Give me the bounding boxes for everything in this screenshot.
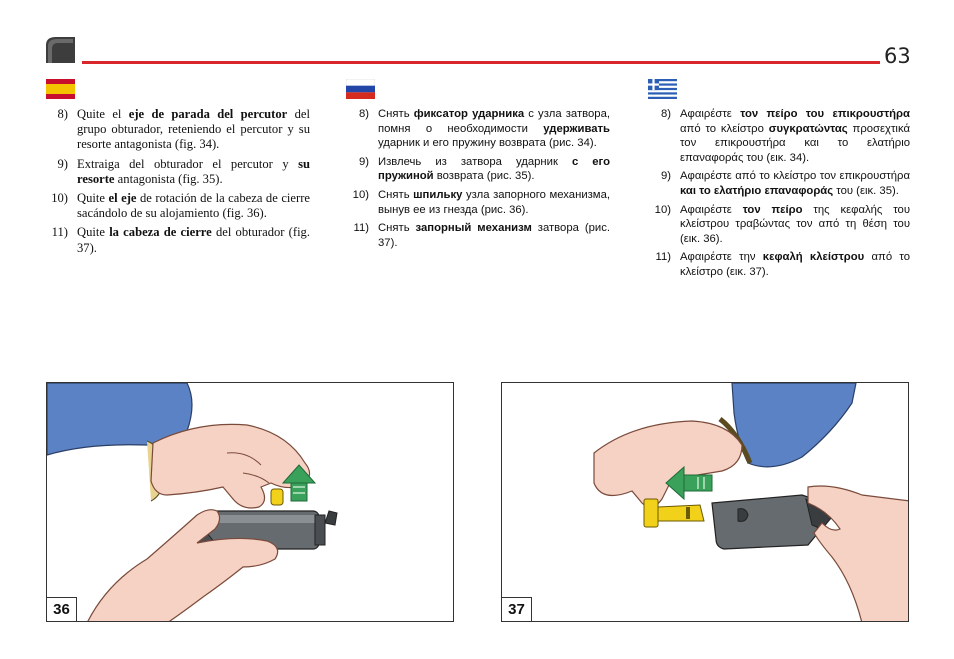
list-item: 8) Снять фиксатор ударника с узла затвора, помня о необходимости удерживать ударник и его пружину возврата (рис. 34). bbox=[358, 108, 611, 150]
list-item: 8) Quite el eje de parada del percutor del grupo obturador, reteniendo el percutor y su resorte antagonista (fig. 34). bbox=[57, 107, 310, 152]
greek-column bbox=[648, 107, 910, 284]
figure-36 bbox=[46, 382, 454, 622]
figure-37-illustration bbox=[502, 383, 909, 622]
list-item: 11) Quite la cabeza de cierre del obturador (fig. 37). bbox=[51, 225, 311, 255]
list-item: 9) Извлечь из затвора ударник с его пружиной возврата (рис. 35). bbox=[358, 155, 611, 183]
page-number: 63 bbox=[884, 44, 911, 68]
greece-flag-icon bbox=[648, 79, 677, 99]
russia-flag-icon bbox=[346, 79, 375, 99]
list-item: 11) Снять запорный механизм затвора (рис. 37). bbox=[353, 222, 611, 249]
list-item: 11) Αφαιρέστε την κεφαλή κλείστρου από το κλείστρο (εικ. 37). bbox=[655, 251, 910, 278]
list-item: 9) Αφαιρέστε από το κλείστρο τον επικρουστήρα και το ελατήριο επαναφοράς του (εικ. 35). bbox=[660, 170, 910, 197]
figure-label: 36 bbox=[47, 597, 77, 621]
list-item: 9) Extraiga del obturador el percutor y su resorte antagonista (fig. 35). bbox=[57, 156, 310, 186]
figure-37 bbox=[501, 382, 909, 622]
spanish-column bbox=[46, 107, 310, 260]
list-item: 8) Αφαιρέστε τον πείρο του επικρουστήρα από το κλείστρο συγκρατώντας προσεχτικά τον επικρουστήρα και το ελατήριο επαναφοράς του (εικ. 34). bbox=[660, 108, 910, 164]
list-item: 10) Αφαιρέστε τον πείρο της κεφαλής του κλείστρου τραβώντας τον από τη θέση του (εικ. 36). bbox=[654, 203, 910, 245]
list-item: 10) Quite el eje de rotación de la cabeza de cierre sacándolo de su alojamiento (fig. 36). bbox=[51, 191, 310, 221]
corner-logo-icon bbox=[46, 37, 75, 63]
russian-column bbox=[346, 107, 610, 254]
list-item: 10) Снять шпильку узла запорного механизма, вынув ее из гнезда (рис. 36). bbox=[352, 188, 610, 216]
figure-36-illustration bbox=[47, 383, 454, 622]
spain-flag-icon bbox=[46, 79, 75, 99]
figure-label: 37 bbox=[502, 597, 532, 621]
header-rule bbox=[82, 61, 880, 64]
